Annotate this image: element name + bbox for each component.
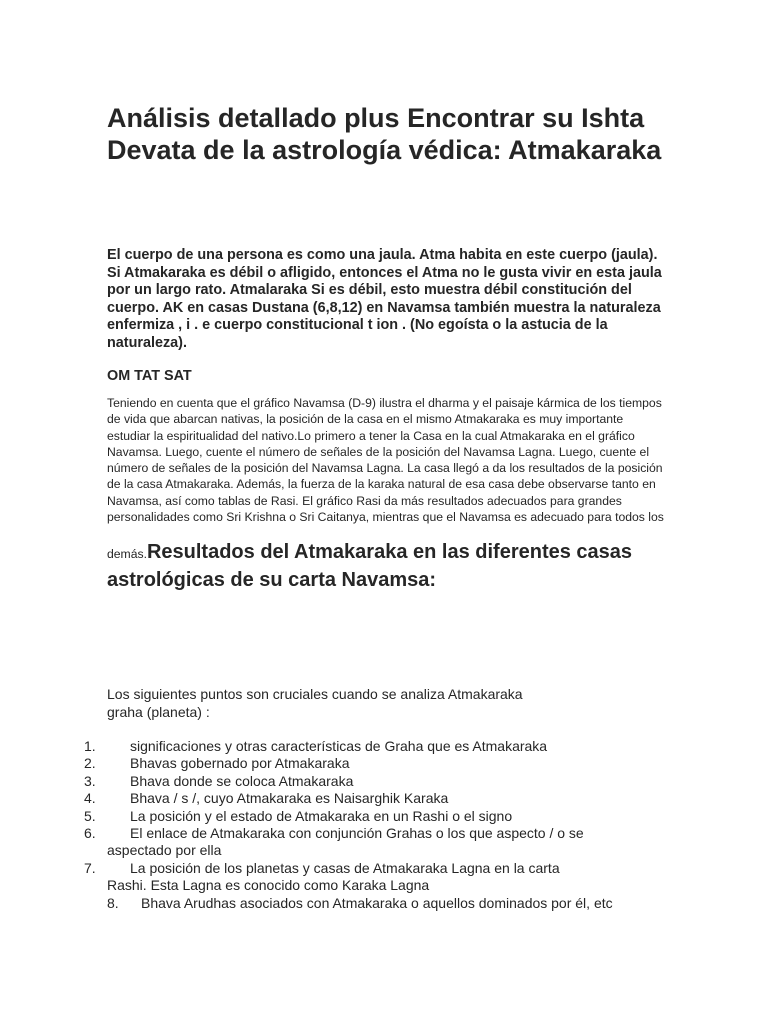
list-item-number: 7. <box>84 859 96 876</box>
list-item-number: 3. <box>84 772 96 789</box>
list-item-number: 6. <box>84 825 96 842</box>
points-intro-line-2: graha (planeta) : <box>107 704 210 720</box>
page-title: Análisis detallado plus Encontrar su Ishta Devata de la astrología védica: Atmakaraka <box>107 103 662 165</box>
section-heading <box>107 539 667 593</box>
list-item-number: 2. <box>84 755 96 772</box>
list-item <box>0 808 640 825</box>
list-item-text: Bhavas gobernado por Atmakaraka <box>130 755 350 772</box>
list-item-text: Bhava donde se coloca Atmakaraka <box>130 772 354 789</box>
list-item-wrap-text: aspectado por ella <box>107 842 222 859</box>
list-item-number: 1. <box>84 738 96 754</box>
list-item-text: La posición de los planetas y casas de Atmakaraka Lagna en la carta <box>130 859 560 876</box>
body-paragraph-tail: demás. <box>107 547 147 561</box>
om-tat-sat-heading: OM TAT SAT <box>107 368 192 384</box>
list-item <box>0 895 701 912</box>
section-heading-text: Resultados del Atmakaraka en las diferentes casas astrológicas de su carta Navamsa: <box>107 541 633 591</box>
list-item <box>0 738 640 755</box>
body-paragraph: Teniendo en cuenta que el gráfico Navamsa (D-9) ilustra el dharma y el paisaje kármica de los tiempos de vida que abarcan nativas, la posición de la casa en el mismo Atmakaraka es muy importante estudiar la espiritualidad del nativo.Lo primero a tener la Casa en la cual Atmakaraka en el gráfico Navamsa. Luego, cuente el número de señales de la posición del Navamsa Lagna. Luego, cuente el número de señales de la posición del Navamsa Lagna. La casa llegó a da los resultados de la posición de la casa Atmakaraka. Además, la fuerza de la karaka natural de esa casa debe observarse tanto en Navamsa, así como tablas de Rasi. El gráfico Rasi da más resultados adecuados para grandes personalidades como Sri Krishna o Sri Caitanya, mientras que el Navamsa es adecuado para todos los <box>107 396 664 525</box>
points-list <box>0 738 768 912</box>
list-item-text: El enlace de Atmakaraka con conjunción Grahas o los que aspecto / o se <box>130 825 584 842</box>
list-item-text: significaciones y otras características de Graha que es Atmakaraka <box>130 738 548 754</box>
list-item <box>0 825 640 860</box>
list-item-text: La posición y el estado de Atmakaraka en un Rashi o el signo <box>130 807 513 824</box>
list-item-number: 4. <box>84 790 96 807</box>
list-item-number: 5. <box>84 807 96 824</box>
list-item-text: Bhava / s /, cuyo Atmakaraka es Naisarghik Karaka <box>130 790 449 807</box>
list-item <box>0 773 640 790</box>
list-item-number: 8. <box>107 894 119 911</box>
list-item-wrap-text: Rashi. Esta Lagna es conocido como Karaka Lagna <box>107 877 430 894</box>
list-item <box>0 790 640 807</box>
list-item <box>0 755 640 772</box>
list-item <box>0 860 640 895</box>
list-item-text: Bhava Arudhas asociados con Atmakaraka o aquellos dominados por él, etc <box>141 894 613 911</box>
points-intro-line-1: Los siguientes puntos son cruciales cuando se analiza Atmakaraka <box>107 686 523 702</box>
points-intro <box>107 685 587 721</box>
intro-paragraph: El cuerpo de una persona es como una jaula. Atma habita en este cuerpo (jaula). Si Atmakaraka es débil o afligido, entonces el Atma no le gusta vivir en esta jaula por un largo rato. Atmalaraka Si es débil, esto muestra débil constitución del cuerpo. AK en casas Dustana (6,8,12) en Navamsa también muestra la naturaleza enfermiza , i . e cuerpo constitucional t ion . (No egoísta o la astucia de la naturaleza). <box>107 247 662 351</box>
